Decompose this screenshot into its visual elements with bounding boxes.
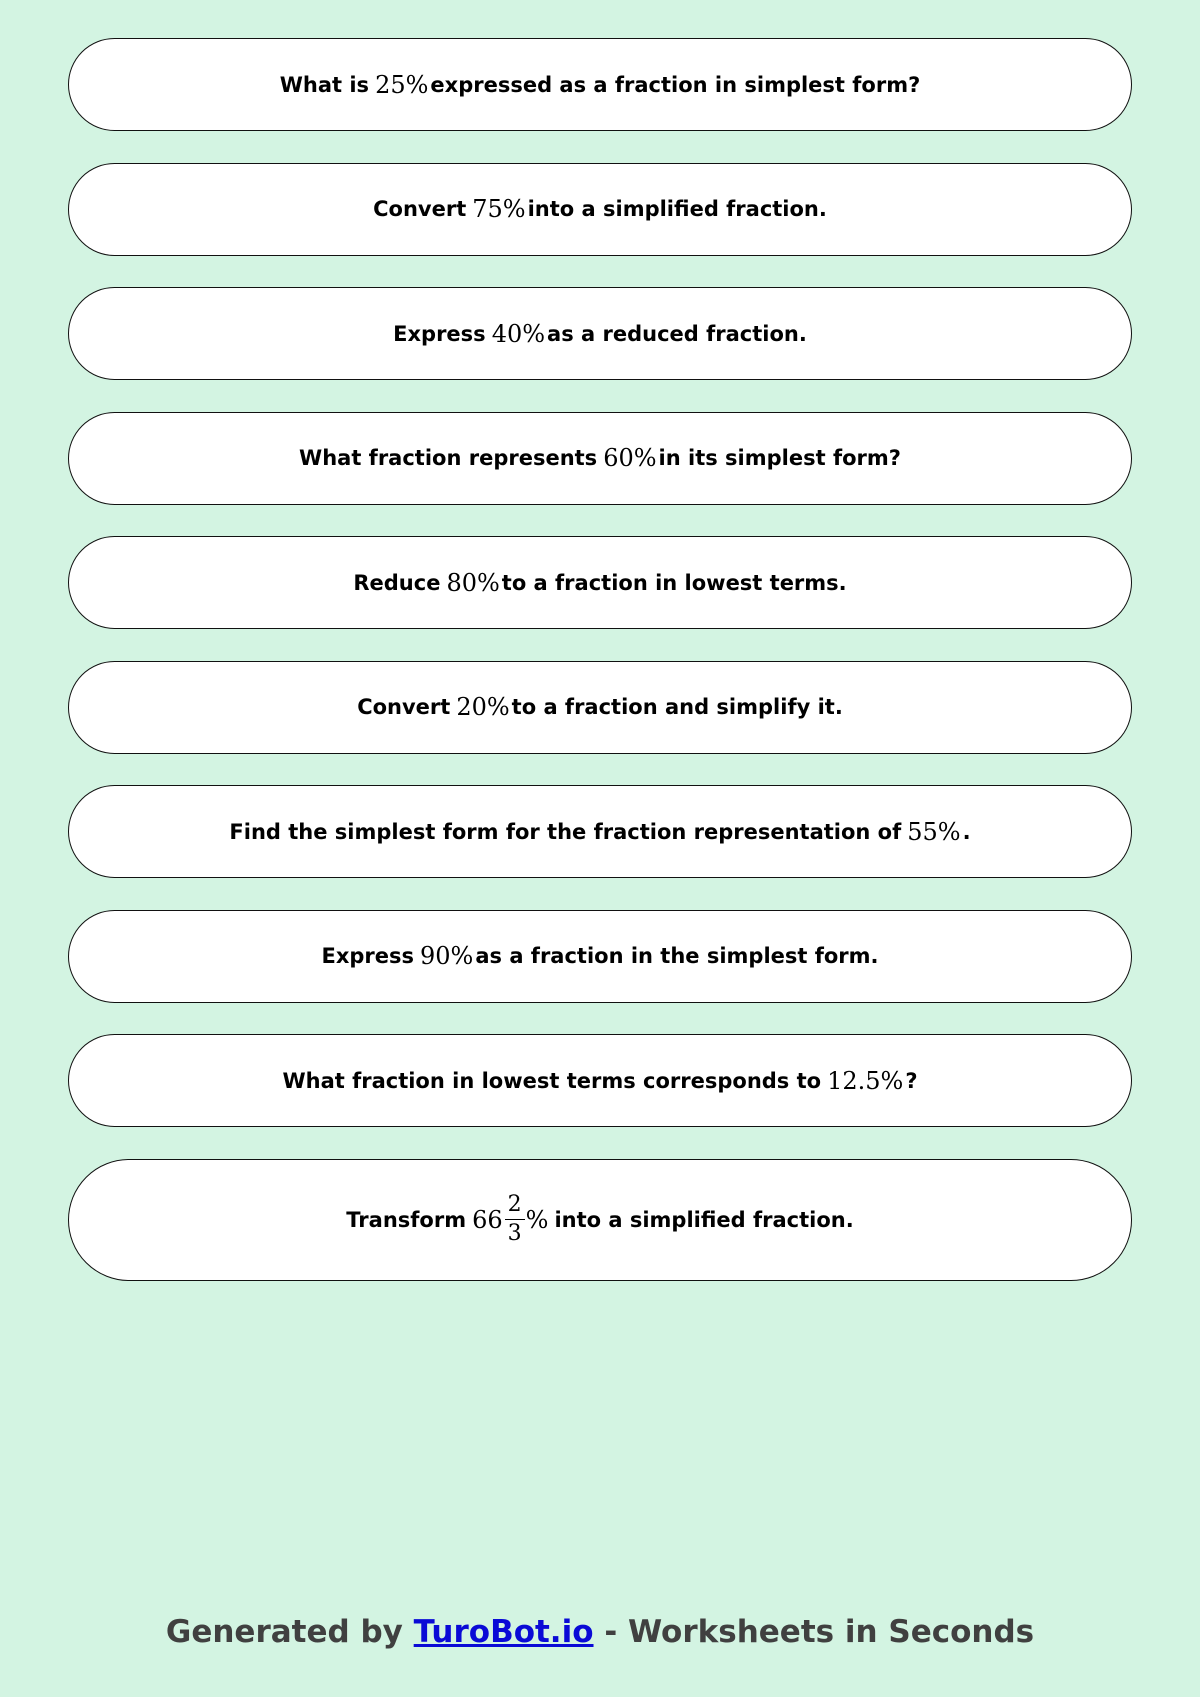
fraction	[505, 1194, 525, 1245]
question-text: Transform	[346, 1207, 467, 1232]
math-expression: 80%	[446, 568, 500, 597]
question-text: What is	[279, 72, 370, 97]
question-text: Express	[321, 944, 414, 968]
footer-suffix: - Worksheets in Seconds	[604, 1614, 1035, 1650]
question-text: into a simplified fraction.	[527, 197, 827, 221]
question-text: as a fraction in the simplest form.	[475, 944, 879, 968]
footer-prefix: Generated by	[165, 1614, 403, 1650]
percent-sign: %	[525, 1205, 549, 1234]
question-text: What fraction represents	[299, 446, 598, 470]
math-expression: 25%	[375, 70, 429, 99]
question-text: Reduce	[353, 570, 441, 595]
mixed-number-whole: 66	[472, 1205, 503, 1234]
math-expression: 90%	[420, 942, 474, 970]
question-9	[68, 1034, 1132, 1127]
question-text: Express	[393, 321, 486, 346]
question-text: Convert	[357, 695, 451, 719]
mixed-number-expression	[472, 1194, 548, 1245]
question-text: to a fraction and simplify it.	[511, 695, 843, 719]
question-text: .	[962, 819, 971, 844]
question-1	[68, 38, 1132, 131]
question-text: expressed as a fraction in simplest form?	[430, 72, 921, 97]
fraction-numerator: 2	[505, 1194, 525, 1220]
math-expression: 55%	[907, 817, 961, 846]
question-text: as a reduced fraction.	[547, 321, 807, 346]
question-5	[68, 536, 1132, 629]
math-expression: 20%	[456, 693, 510, 721]
math-expression: 75%	[472, 195, 526, 223]
question-list	[68, 38, 1132, 1312]
math-expression: 12.5%	[827, 1066, 904, 1095]
question-2	[68, 163, 1132, 256]
question-7	[68, 785, 1132, 878]
question-text: ?	[905, 1068, 918, 1093]
question-text: to a fraction in lowest terms.	[501, 570, 847, 595]
question-text: Find the simplest form for the fraction representation of	[229, 819, 902, 844]
question-4	[68, 412, 1132, 505]
question-3	[68, 287, 1132, 380]
question-6	[68, 661, 1132, 754]
question-text: into a simplified fraction.	[554, 1207, 854, 1232]
question-text: What fraction in lowest terms corresponds to	[282, 1068, 822, 1093]
fraction-denominator: 3	[507, 1221, 522, 1246]
math-expression: 60%	[603, 444, 657, 472]
question-8	[68, 910, 1132, 1003]
question-text: Convert	[373, 197, 467, 221]
question-10	[68, 1159, 1132, 1281]
footer	[0, 1614, 1200, 1650]
math-expression: 40%	[491, 319, 546, 348]
turobot-link[interactable]: TuroBot.io	[413, 1614, 594, 1650]
question-text: in its simplest form?	[658, 446, 901, 470]
